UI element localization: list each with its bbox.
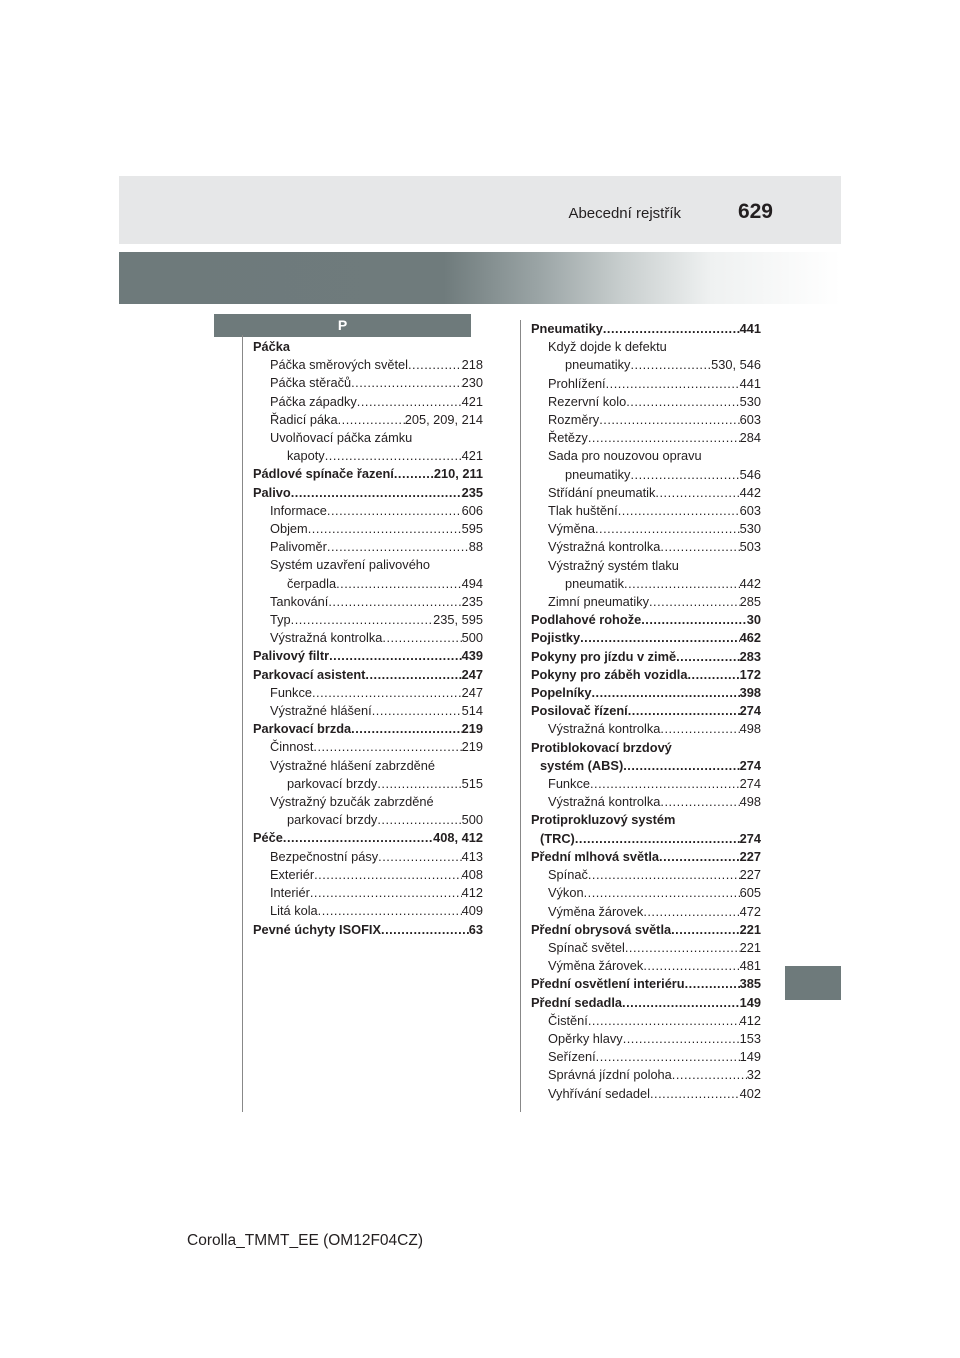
- index-entry: [531, 830, 761, 848]
- leader-dots: [618, 502, 740, 520]
- leader-dots: [641, 611, 747, 629]
- entry-term: Exteriér: [270, 866, 315, 882]
- index-entry: [253, 465, 483, 483]
- entry-page: 235, 595: [433, 612, 483, 628]
- index-entry: [531, 884, 761, 902]
- index-entry: [253, 520, 483, 538]
- entry-term: pneumatiky: [565, 357, 631, 373]
- entry-term: Litá kola: [270, 903, 318, 919]
- index-entry: [531, 466, 761, 484]
- entry-term: Činnost: [270, 739, 314, 755]
- leader-dots: [312, 684, 462, 702]
- index-entry: [531, 720, 761, 738]
- entry-term: Výstražná kontrolka: [548, 539, 661, 555]
- leader-dots: [338, 411, 405, 429]
- entry-term: Pokyny pro jízdu v zimě: [531, 648, 677, 664]
- entry-page: 32: [746, 1067, 761, 1083]
- entry-term: Střídání pneumatik: [548, 484, 656, 500]
- leader-dots: [676, 648, 740, 666]
- leader-dots: [351, 720, 461, 738]
- entry-page: 500: [461, 812, 483, 828]
- leader-dots: [650, 1085, 740, 1103]
- index-entry: Systém uzavření palivového: [270, 557, 431, 573]
- leader-dots: [372, 702, 462, 720]
- index-entry: [253, 684, 483, 702]
- entry-term: Řadicí páka: [270, 411, 338, 427]
- entry-page: 500: [461, 630, 483, 646]
- leader-dots: [291, 611, 434, 629]
- entry-page: 412: [739, 1012, 761, 1028]
- index-entry: [531, 375, 761, 393]
- index-entry: [253, 484, 483, 502]
- entry-page: 274: [739, 830, 761, 846]
- index-entry: [253, 866, 483, 884]
- entry-term: Výměna žárovek: [548, 903, 644, 919]
- index-entry: [531, 520, 761, 538]
- leader-dots: [643, 957, 739, 975]
- entry-page: 408, 412: [433, 830, 483, 846]
- index-entry: [253, 720, 483, 738]
- leader-dots: [591, 684, 739, 702]
- entry-term: čerpadla: [287, 575, 337, 591]
- entry-term: pneumatik: [565, 575, 625, 591]
- index-entry: [531, 593, 761, 611]
- index-entry: [253, 647, 483, 665]
- entry-page: 498: [739, 721, 761, 737]
- entry-term: pneumatiky: [565, 466, 631, 482]
- entry-term: Pokyny pro záběh vozidla: [531, 666, 688, 682]
- index-entry: [253, 374, 483, 392]
- leader-dots: [588, 429, 740, 447]
- index-entry: [253, 829, 483, 847]
- entry-page: 227: [739, 848, 761, 864]
- entry-term: Výstražná kontrolka: [548, 794, 661, 810]
- header-band: [119, 176, 841, 244]
- index-entry: [531, 903, 761, 921]
- leader-dots: [630, 466, 739, 484]
- entry-page: 494: [461, 575, 483, 591]
- index-column-right: [531, 320, 761, 1103]
- leader-dots: [327, 502, 462, 520]
- entry-page: 605: [739, 885, 761, 901]
- section-letter-header: P: [214, 314, 471, 337]
- index-entry: [253, 921, 483, 939]
- index-entry: Páčka: [253, 339, 291, 354]
- leader-dots: [599, 411, 739, 429]
- leader-dots: [595, 520, 740, 538]
- leader-dots: [671, 921, 740, 939]
- index-entry: [253, 393, 483, 411]
- entry-term: Přední osvětlení interiéru: [531, 976, 685, 992]
- index-entry: [253, 775, 483, 793]
- entry-page: 149: [739, 1049, 761, 1065]
- entry-page: 205, 209, 214: [404, 411, 483, 427]
- leader-dots: [628, 702, 740, 720]
- entry-page: 153: [739, 1030, 761, 1046]
- index-entry: [531, 629, 761, 647]
- entry-term: Typ: [270, 612, 291, 628]
- entry-page: 88: [468, 539, 483, 555]
- index-entry: [253, 848, 483, 866]
- leader-dots: [365, 666, 461, 684]
- footer-document-id: Corolla_TMMT_EE (OM12F04CZ): [187, 1232, 423, 1249]
- entry-term: Přední obrysová světla: [531, 921, 672, 937]
- index-entry: [531, 575, 761, 593]
- leader-dots: [313, 738, 461, 756]
- entry-term: Informace: [270, 502, 327, 518]
- entry-term: Pojistky: [531, 630, 581, 646]
- index-entry: [531, 502, 761, 520]
- entry-page: 221: [739, 921, 761, 937]
- leader-dots: [596, 1048, 740, 1066]
- entry-page: 30: [746, 612, 761, 628]
- entry-page: 515: [461, 775, 483, 791]
- leader-dots: [622, 994, 740, 1012]
- index-entry: [531, 1048, 761, 1066]
- entry-term: Pevné úchyty ISOFIX: [253, 921, 382, 937]
- leader-dots: [624, 575, 740, 593]
- section-side-tab: [785, 966, 841, 1000]
- leader-dots: [381, 921, 469, 939]
- entry-term: Objem: [270, 521, 308, 537]
- entry-page: 462: [739, 630, 761, 646]
- entry-term: Páčka západky: [270, 393, 357, 409]
- right-column-rule: [520, 320, 521, 1112]
- index-entry: [253, 447, 483, 465]
- leader-dots: [377, 811, 461, 829]
- leader-dots: [382, 629, 461, 647]
- index-entry: [253, 902, 483, 920]
- entry-page: 413: [461, 848, 483, 864]
- index-entry: [531, 320, 761, 338]
- index-entry: [531, 393, 761, 411]
- index-entry: [531, 957, 761, 975]
- leader-dots: [336, 575, 462, 593]
- entry-page: 221: [739, 939, 761, 955]
- entry-page: 472: [739, 903, 761, 919]
- leader-dots: [377, 775, 461, 793]
- entry-page: 274: [739, 776, 761, 792]
- entry-term: Tankování: [270, 593, 329, 609]
- entry-term: Výměna žárovek: [548, 958, 644, 974]
- entry-page: 503: [739, 539, 761, 555]
- entry-term: Výměna: [548, 521, 595, 537]
- entry-term: Palivoměr: [270, 539, 327, 555]
- entry-page: 63: [468, 921, 483, 937]
- index-entry: [531, 1030, 761, 1048]
- leader-dots: [575, 830, 740, 848]
- index-entry: [253, 502, 483, 520]
- entry-page: 421: [461, 393, 483, 409]
- leader-dots: [314, 866, 462, 884]
- entry-page: 230: [461, 375, 483, 391]
- entry-term: Parkovací brzda: [253, 721, 352, 737]
- entry-page: 442: [739, 575, 761, 591]
- index-entry: [531, 611, 761, 629]
- entry-page: 210, 211: [433, 466, 483, 482]
- leader-dots: [660, 538, 739, 556]
- entry-page: 530, 546: [711, 357, 761, 373]
- leader-dots: [606, 375, 740, 393]
- entry-page: 530: [739, 393, 761, 409]
- index-entry: [531, 939, 761, 957]
- index-entry: Protiblokovací brzdový: [531, 739, 672, 755]
- leader-dots: [325, 447, 462, 465]
- leader-dots: [660, 720, 739, 738]
- leader-dots: [672, 1066, 747, 1084]
- entry-term: Spínač světel: [548, 939, 625, 955]
- entry-term: Přední sedadla: [531, 994, 623, 1010]
- entry-term: Výstražné hlášení: [270, 703, 372, 719]
- index-entry: [253, 738, 483, 756]
- entry-term: Interiér: [270, 885, 310, 901]
- entry-page: 285: [739, 594, 761, 610]
- leader-dots: [357, 393, 462, 411]
- entry-page: 219: [461, 739, 483, 755]
- entry-term: Výstražná kontrolka: [270, 630, 383, 646]
- leader-dots: [643, 903, 739, 921]
- index-entry: [531, 648, 761, 666]
- entry-term: Palivový filtr: [253, 648, 330, 664]
- entry-page: 441: [739, 375, 761, 391]
- entry-term: Pádlové spínače řazení: [253, 466, 394, 482]
- leader-dots: [603, 320, 740, 338]
- index-entry: Výstražné hlášení zabrzděné: [270, 757, 436, 773]
- leader-dots: [351, 374, 462, 392]
- index-entry: [253, 611, 483, 629]
- index-entry: [253, 356, 483, 374]
- entry-page: 385: [739, 976, 761, 992]
- index-entry: [253, 702, 483, 720]
- entry-page: 283: [739, 648, 761, 664]
- index-entry: [531, 702, 761, 720]
- entry-page: 530: [739, 521, 761, 537]
- index-entry: [531, 1012, 761, 1030]
- index-entry: Protiprokluzový systém: [531, 812, 676, 828]
- entry-term: Spínač: [548, 867, 588, 883]
- index-entry: [531, 538, 761, 556]
- entry-page: 606: [461, 502, 483, 518]
- index-entry: [253, 811, 483, 829]
- entry-term: parkovací brzdy: [287, 775, 378, 791]
- index-entry: [531, 994, 761, 1012]
- entry-term: Rezervní kolo: [548, 393, 627, 409]
- index-entry: [531, 429, 761, 447]
- leader-dots: [655, 484, 739, 502]
- leader-dots: [590, 775, 740, 793]
- leader-dots: [649, 593, 740, 611]
- entry-term: Péče: [253, 830, 283, 846]
- index-entry: Sada pro nouzovou opravu: [548, 448, 702, 464]
- index-entry: [253, 538, 483, 556]
- leader-dots: [626, 393, 739, 411]
- index-entry: [531, 666, 761, 684]
- entry-term: Seřízení: [548, 1049, 596, 1065]
- entry-page: 442: [739, 484, 761, 500]
- leader-dots: [625, 939, 740, 957]
- header-gradient-bar: [119, 252, 841, 304]
- entry-term: Výkon: [548, 885, 584, 901]
- header-title: Abecední rejstřík: [568, 205, 681, 222]
- entry-term: Posilovač řízení: [531, 703, 628, 719]
- leader-dots: [327, 538, 469, 556]
- entry-page: 481: [739, 958, 761, 974]
- index-entry: [531, 411, 761, 429]
- entry-page: 603: [739, 412, 761, 428]
- leader-dots: [378, 848, 462, 866]
- entry-page: 274: [739, 703, 761, 719]
- index-entry: [253, 411, 483, 429]
- index-entry: [531, 921, 761, 939]
- index-entry: [253, 666, 483, 684]
- leader-dots: [580, 629, 740, 647]
- index-entry: [531, 866, 761, 884]
- index-entry: [531, 1085, 761, 1103]
- index-entry: Výstražný bzučák zabrzděné: [270, 794, 434, 810]
- index-entry: [531, 684, 761, 702]
- entry-page: 595: [461, 521, 483, 537]
- entry-page: 274: [739, 757, 761, 773]
- entry-page: 498: [739, 794, 761, 810]
- entry-page: 409: [461, 903, 483, 919]
- entry-page: 408: [461, 866, 483, 882]
- index-entry: [253, 884, 483, 902]
- entry-term: Opěrky hlavy: [548, 1030, 623, 1046]
- page-number: 629: [737, 200, 773, 223]
- leader-dots: [394, 465, 434, 483]
- leader-dots: [660, 793, 739, 811]
- leader-dots: [310, 884, 462, 902]
- entry-page: 235: [461, 484, 483, 500]
- entry-page: 514: [461, 703, 483, 719]
- leader-dots: [659, 848, 740, 866]
- entry-page: 227: [739, 867, 761, 883]
- entry-page: 412: [461, 885, 483, 901]
- entry-term: Palivo: [253, 484, 291, 500]
- entry-page: 235: [461, 593, 483, 609]
- entry-term: Čistění: [548, 1012, 588, 1028]
- entry-page: 398: [739, 685, 761, 701]
- entry-term: Podlahové rohože: [531, 612, 642, 628]
- entry-term: Popelníky: [531, 685, 592, 701]
- leader-dots: [685, 975, 740, 993]
- entry-page: 247: [461, 684, 483, 700]
- entry-page: 218: [461, 357, 483, 373]
- index-entry: Když dojde k defektu: [548, 339, 667, 355]
- leader-dots: [308, 520, 462, 538]
- entry-page: 546: [739, 466, 761, 482]
- entry-page: 284: [739, 430, 761, 446]
- entry-term: Prohlížení: [548, 375, 606, 391]
- entry-page: 421: [461, 448, 483, 464]
- entry-term: Páčka stěračů: [270, 375, 352, 391]
- entry-term: systém (ABS): [540, 757, 624, 773]
- leader-dots: [687, 666, 739, 684]
- leader-dots: [584, 884, 740, 902]
- index-entry: [253, 629, 483, 647]
- left-column-rule: [242, 335, 243, 1112]
- index-column-left: [253, 338, 483, 939]
- index-entry: [531, 356, 761, 374]
- leader-dots: [291, 484, 462, 502]
- leader-dots: [408, 356, 462, 374]
- entry-page: 603: [739, 503, 761, 519]
- entry-page: 172: [739, 666, 761, 682]
- entry-page: 219: [461, 721, 483, 737]
- index-entry: [531, 775, 761, 793]
- entry-term: Funkce: [548, 776, 590, 792]
- index-entry: Výstražný systém tlaku: [548, 557, 679, 573]
- index-entry: Uvolňovací páčka zámku: [270, 430, 413, 446]
- entry-term: Vyhřívání sedadel: [548, 1085, 650, 1101]
- entry-term: kapoty: [287, 448, 325, 464]
- entry-term: Funkce: [270, 684, 312, 700]
- index-entry: [531, 757, 761, 775]
- entry-term: Tlak huštění: [548, 503, 618, 519]
- leader-dots: [283, 829, 433, 847]
- index-entry: [531, 848, 761, 866]
- entry-term: Parkovací asistent: [253, 666, 366, 682]
- leader-dots: [328, 593, 461, 611]
- leader-dots: [630, 356, 711, 374]
- leader-dots: [329, 647, 462, 665]
- index-entry: [531, 975, 761, 993]
- entry-term: Rozměry: [548, 412, 600, 428]
- index-entry: [253, 593, 483, 611]
- index-entry: [531, 793, 761, 811]
- entry-page: 149: [739, 994, 761, 1010]
- leader-dots: [588, 1012, 740, 1030]
- entry-term: Správná jízdní poloha: [548, 1067, 672, 1083]
- entry-term: Zimní pneumatiky: [548, 594, 649, 610]
- index-entry: [531, 1066, 761, 1084]
- entry-term: Řetězy: [548, 430, 588, 446]
- leader-dots: [318, 902, 462, 920]
- entry-term: Páčka směrových světel: [270, 357, 408, 373]
- leader-dots: [623, 757, 739, 775]
- entry-term: (TRC): [540, 830, 575, 846]
- leader-dots: [588, 866, 740, 884]
- entry-page: 439: [461, 648, 483, 664]
- entry-term: Přední mlhová světla: [531, 848, 660, 864]
- index-entry: [253, 575, 483, 593]
- index-entry: [531, 484, 761, 502]
- entry-page: 402: [739, 1085, 761, 1101]
- entry-term: Bezpečnostní pásy: [270, 848, 379, 864]
- entry-term: parkovací brzdy: [287, 812, 378, 828]
- entry-page: 441: [739, 321, 761, 336]
- leader-dots: [623, 1030, 740, 1048]
- entry-page: 247: [461, 666, 483, 682]
- entry-term: Výstražná kontrolka: [548, 721, 661, 737]
- entry-term: Pneumatiky: [531, 321, 603, 336]
